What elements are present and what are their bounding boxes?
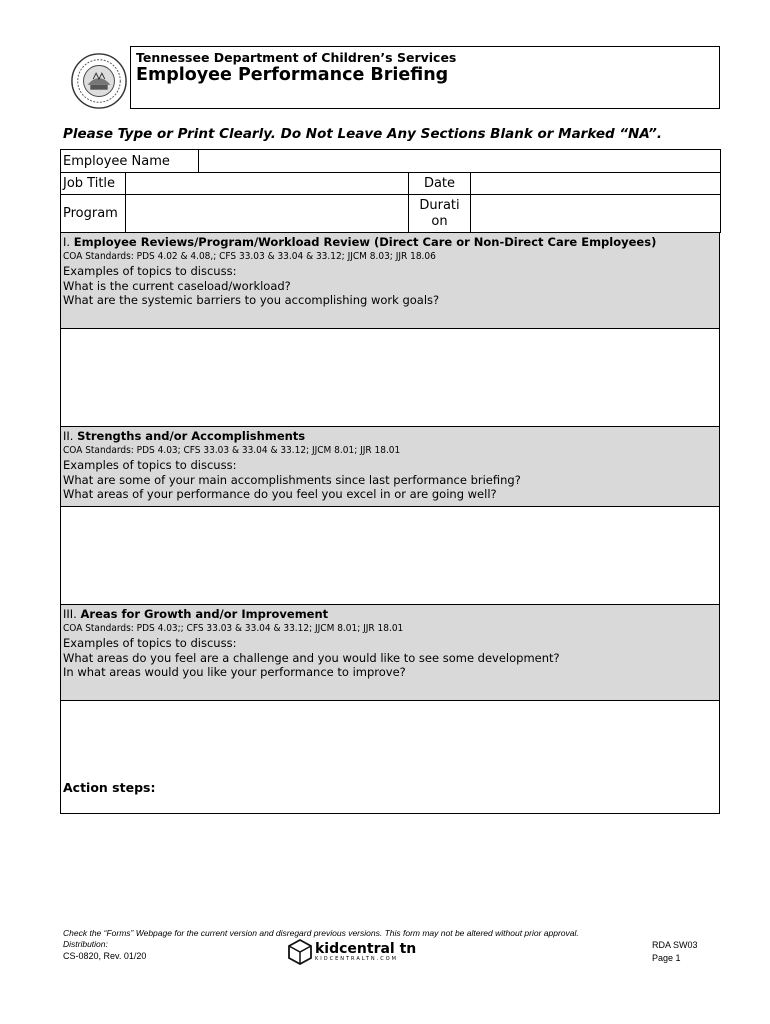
section-1-question-1: What is the current caseload/workload? [63,278,291,293]
footer-distribution: Distribution: [63,939,108,949]
section-3-number: III. [63,607,77,621]
form-code: CS-0820, Rev. 01/20 [63,951,147,961]
form-title: Employee Performance Briefing [136,65,449,85]
section-2-standards: COA Standards: PDS 4.03; CFS 33.03 & 33.04 & 33.12; JJCM 8.01; JJR 18.01 [63,444,401,456]
action-steps-label: Action steps: [63,780,156,795]
date-label: Date [409,173,471,195]
logo-sub-text: KIDCENTRALTN.COM [315,956,398,962]
section-2-title: Strengths and/or Accomplishments [77,429,306,443]
employee-name-field[interactable] [199,150,721,173]
section-1-standards: COA Standards: PDS 4.02 & 4.08,; CFS 33.03 & 33.04 & 33.12; JJCM 8.03; JJR 18.06 [63,250,436,262]
section-3-response-area[interactable] [61,701,719,813]
section-2-question-1: What are some of your main accomplishments since last performance briefing? [63,472,521,487]
section-3-question-1: What areas do you feel are a challenge and you would like to see some development? [63,650,560,665]
employee-info-table [60,149,721,233]
duration-label-line1: Durati [419,197,460,213]
section-1-examples-label: Examples of topics to discuss: [63,264,237,278]
date-field[interactable] [471,173,721,195]
program-field[interactable] [126,195,409,233]
section-1-header [61,233,719,329]
duration-label [409,195,471,233]
instructions: Please Type or Print Clearly. Do Not Leave Any Sections Blank or Marked “NA”. [63,126,662,142]
program-label: Program [61,195,126,233]
header-box [130,46,720,109]
footer-right [652,939,698,965]
section-3-examples-label: Examples of topics to discuss: [63,636,237,650]
duration-field[interactable] [471,195,721,233]
section-3-title: Areas for Growth and/or Improvement [80,607,329,621]
section-3-question-2: In what areas would you like your performance to improve? [63,665,406,679]
section-1-number: I. [63,235,71,249]
agency-name: Tennessee Department of Children’s Services [136,50,457,65]
state-seal-logo [70,52,128,110]
section-1-response-area[interactable] [61,329,719,427]
section-3-header [61,605,719,701]
section-1-question-2: What are the systemic barriers to you accomplishing work goals? [63,293,440,307]
kidcentral-logo [288,938,416,966]
section-2-question-2: What areas of your performance do you feel you excel in or are going well? [63,487,497,501]
sections-container [60,233,720,814]
duration-label-line2: on [431,213,448,229]
footer-note: Check the “Forms” Webpage for the current version and disregard previous versions. This form may not be altered without prior approval. [63,928,579,938]
job-title-label: Job Title [61,173,126,195]
logo-main-text: kidcentral tn [315,941,417,957]
section-2-header [61,427,719,507]
section-1-title: Employee Reviews/Program/Workload Review (Direct Care or Non-Direct Care Employees) [73,235,657,249]
section-3-standards: COA Standards: PDS 4.03;; CFS 33.03 & 33.04 & 33.12; JJCM 8.01; JJR 18.01 [63,622,404,634]
section-2-response-area[interactable] [61,507,719,605]
section-2-examples-label: Examples of topics to discuss: [63,458,237,472]
job-title-field[interactable] [126,173,409,195]
page-number: Page 1 [652,953,681,963]
kidcentral-cube-icon [288,939,312,965]
rda-code: RDA SW03 [652,940,698,950]
employee-name-label: Employee Name [61,150,199,173]
section-2-number: II. [63,429,74,443]
